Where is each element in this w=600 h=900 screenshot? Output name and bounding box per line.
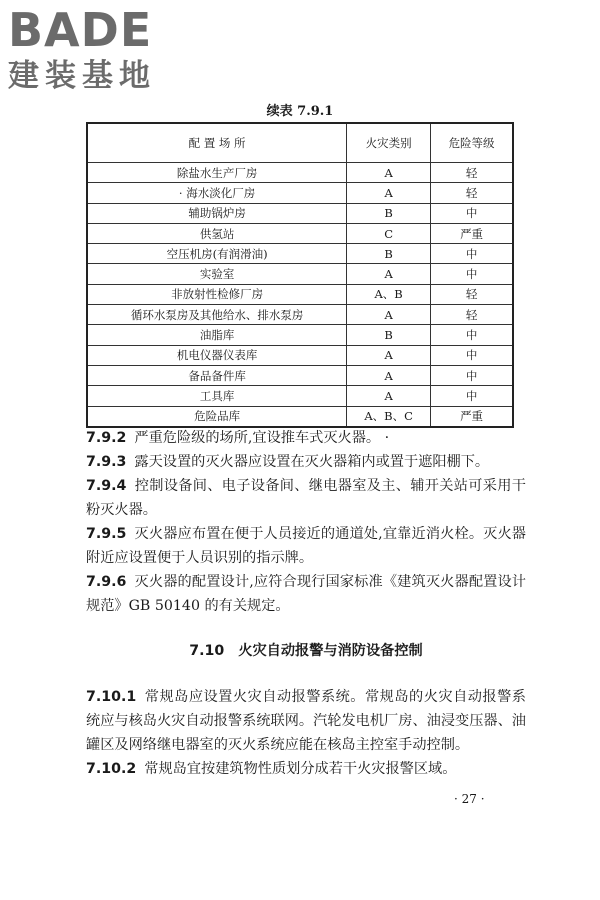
cell-place: 供氢站 — [87, 223, 347, 243]
clause-7-10-2 — [86, 757, 526, 781]
cell-fire-type: A、B、C — [347, 406, 431, 427]
clause-text: 常规岛宜按建筑物性质划分成若干火灾报警区域。 — [144, 761, 457, 777]
clause-7-9-2 — [86, 426, 526, 450]
cell-place: 非放射性检修厂房 — [87, 284, 347, 304]
cell-fire-type: B — [347, 203, 431, 223]
clause-text: 露天设置的灭火器应设置在灭火器箱内或置于遮阳棚下。 — [134, 454, 490, 470]
logo-subtitle: 建装基地 — [8, 58, 156, 94]
table-row — [87, 163, 513, 183]
table-caption: 续表 7.9.1 — [266, 104, 334, 119]
cell-fire-type: A — [347, 345, 431, 365]
cell-place: 工具库 — [87, 386, 347, 406]
table-row — [87, 264, 513, 284]
clause-number: 7.9.2 — [86, 430, 127, 446]
cell-hazard-level: 轻 — [431, 183, 513, 203]
cell-hazard-level: 轻 — [431, 305, 513, 325]
table-row — [87, 406, 513, 427]
page-number: · 27 · — [454, 792, 485, 806]
clause-7-9-6 — [86, 570, 526, 618]
cell-fire-type: B — [347, 244, 431, 264]
cell-place: 备品备件库 — [87, 365, 347, 385]
table-row — [87, 325, 513, 345]
header-place: 配 置 场 所 — [87, 123, 347, 163]
table-row — [87, 284, 513, 304]
cell-hazard-level: 中 — [431, 325, 513, 345]
cell-hazard-level: 严重 — [431, 223, 513, 243]
logo-brand: BADE — [8, 3, 153, 57]
clause-7-10-1 — [86, 685, 526, 757]
clause-text: 灭火器的配置设计,应符合现行国家标准《建筑灭火器配置设计规范》GB 50140 的有关规定。 — [86, 574, 526, 614]
clause-7-9-4 — [86, 474, 526, 522]
cell-place: 除盐水生产厂房 — [87, 163, 347, 183]
clause-number: 7.10.2 — [86, 761, 137, 777]
section-number: 7.10 — [189, 643, 225, 659]
table-row — [87, 183, 513, 203]
body-text — [86, 426, 526, 781]
cell-fire-type: A — [347, 183, 431, 203]
clause-7-9-5 — [86, 522, 526, 570]
cell-hazard-level: 严重 — [431, 406, 513, 427]
header-hazard-level: 危险等级 — [431, 123, 513, 163]
cell-place: 油脂库 — [87, 325, 347, 345]
cell-place: 机电仪器仪表库 — [87, 345, 347, 365]
clause-number: 7.9.3 — [86, 454, 127, 470]
header-fire-type: 火灾类别 — [347, 123, 431, 163]
cell-place: · 海水淡化厂房 — [87, 183, 347, 203]
cell-hazard-level: 中 — [431, 365, 513, 385]
cell-hazard-level: 中 — [431, 244, 513, 264]
cell-fire-type: A — [347, 163, 431, 183]
clause-number: 7.10.1 — [86, 689, 137, 705]
cell-fire-type: A — [347, 386, 431, 406]
cell-fire-type: B — [347, 325, 431, 345]
table-row — [87, 223, 513, 243]
cell-fire-type: A — [347, 305, 431, 325]
clause-text: 灭火器应布置在便于人员接近的通道处,宜靠近消火栓。灭火器附近应设置便于人员识别的指示牌。 — [86, 526, 526, 566]
logo — [8, 3, 178, 94]
cell-place: 危险品库 — [87, 406, 347, 427]
table-row — [87, 386, 513, 406]
cell-hazard-level: 中 — [431, 345, 513, 365]
cell-place: 实验室 — [87, 264, 347, 284]
cell-hazard-level: 中 — [431, 264, 513, 284]
clause-text: 控制设备间、电子设备间、继电器室及主、辅开关站可采用干粉灭火器。 — [86, 478, 526, 518]
table-row — [87, 365, 513, 385]
cell-fire-type: C — [347, 223, 431, 243]
table-row — [87, 203, 513, 223]
cell-hazard-level: 轻 — [431, 284, 513, 304]
section-heading — [86, 639, 526, 663]
clause-text: 常规岛应设置火灾自动报警系统。常规岛的火灾自动报警系统应与核岛火灾自动报警系统联网。汽轮发电机厂房、油浸变压器、油罐区及网络继电器室的灭火系统应能在核岛主控室手动控制。 — [86, 689, 526, 753]
clause-7-9-3 — [86, 450, 526, 474]
cell-fire-type: A、B — [347, 284, 431, 304]
cell-place: 辅助锅炉房 — [87, 203, 347, 223]
table-header-row — [87, 123, 513, 163]
cell-hazard-level: 中 — [431, 203, 513, 223]
clause-number: 7.9.5 — [86, 526, 127, 542]
clause-number: 7.9.4 — [86, 478, 127, 494]
cell-place: 循环水泵房及其他给水、排水泵房 — [87, 305, 347, 325]
section-title: 火灾自动报警与消防设备控制 — [238, 643, 423, 659]
clause-number: 7.9.6 — [86, 574, 127, 590]
cell-fire-type: A — [347, 365, 431, 385]
table-row — [87, 244, 513, 264]
cell-hazard-level: 轻 — [431, 163, 513, 183]
table-row — [87, 345, 513, 365]
table-row — [87, 305, 513, 325]
cell-hazard-level: 中 — [431, 386, 513, 406]
clause-text: 严重危险级的场所,宜设推车式灭火器。 · — [134, 430, 390, 446]
cell-place: 空压机房(有润滑油) — [87, 244, 347, 264]
cell-fire-type: A — [347, 264, 431, 284]
config-table — [86, 122, 514, 428]
